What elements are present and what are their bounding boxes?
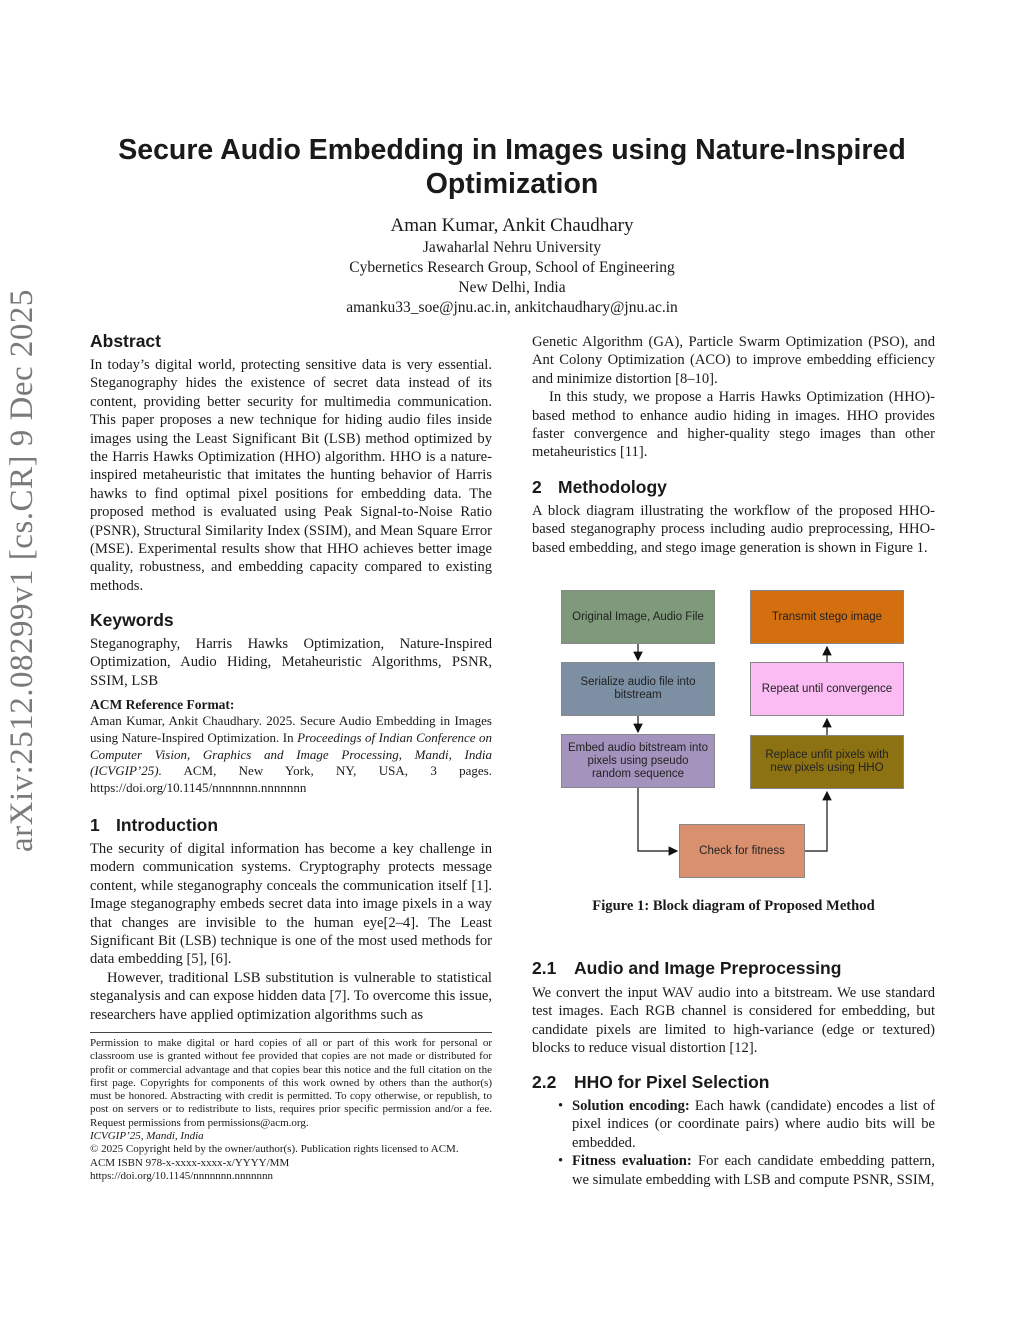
box-replace-unfit-pixels: Replace unfit pixels with new pixels using HHO (750, 735, 904, 789)
section-2-2-title: HHO for Pixel Selection (574, 1072, 770, 1092)
author-emails[interactable]: amanku33_soe@jnu.ac.in, ankitchaudhary@jnu.ac.in (346, 299, 678, 316)
methodology-number: 2 (532, 477, 542, 497)
intro-paragraph-4: In this study, we propose a Harris Hawks Optimization (HHO)-based method to enhance audio hiding in images. HHO provides faster convergence and higher-quality stego images than other metaheuristics [11]. (532, 389, 935, 461)
footnote-isbn: ACM ISBN 978-x-xxxx-xxxx-x/YYYY/MM (90, 1156, 290, 1169)
bullet-dot-icon: • (558, 1153, 564, 1170)
box-repeat-until-convergence: Repeat until convergence (750, 662, 904, 716)
section-2-1-body (532, 984, 935, 1058)
list-item (532, 1152, 935, 1189)
permission-notice: Permission to make digital or hard copies of all or part of this work for personal or classroom use is granted without fee provided that copies are not made or distributed for profit or commercial advantage and that copies bear this notice and the full citation on the first page. Copyrights for components of this work owned by others than the author(s) must be honored. Abstracting with credit is permitted. To copy otherwise, or republish, to post on servers or to redistribute to lists, requires prior specific permission and/or a fee. Request permissions from permissions@acm.org. (90, 1037, 492, 1129)
abstract-text: In today’s digital world, protecting sensitive data is very essential. Steganography hides the existence of secret data instead of its content, providing better security for multimedia communication. This paper proposes a new technique for hiding audio files inside images using the Least Significant Bit (LSB) method optimized by the Harris Hawks Optimization (HHO) algorithm. HHO is a nature-inspired metaheuristic that imitates the hunting behavior of Harris hawks to find optimal pixel positions for embedding data. The proposed method is evaluated using Peak Signal-to-Noise Ratio (PSNR), Structural Similarity Index (SSIM), and Mean Square Error (MSE). Experimental results show that HHO achieves better image quality, robustness, and embedding capacity compared to existing methods. (90, 357, 492, 594)
box-check-fitness: Check for fitness (679, 824, 805, 878)
section-2-2-body (532, 1097, 935, 1189)
footnote-copyright: © 2025 Copyright held by the owner/author(s). Publication rights licensed to ACM. (90, 1143, 459, 1156)
title-line-2: Optimization (425, 168, 599, 200)
affiliation-location: New Delhi, India (458, 279, 566, 296)
figure-1-caption: Figure 1: Block diagram of Proposed Method (592, 898, 875, 914)
methodology-title: Methodology (558, 477, 667, 497)
bullet-label: Solution encoding: (572, 1098, 690, 1114)
arrow-fitness-to-replace (805, 792, 827, 851)
affiliation-university: Jawaharlal Nehru University (422, 239, 602, 256)
arxiv-sidebar-id: arXiv:2512.08299v1 [cs.CR] 9 Dec 2025 (4, 289, 40, 852)
list-item (532, 1097, 935, 1152)
methodology-text: A block diagram illustrating the workflow of the proposed HHO-based steganography process including audio preprocessing, HHO-based embedding, and stego image generation is shown in Figure 1. (532, 503, 935, 556)
bullet-label: Fitness evaluation: (572, 1153, 692, 1170)
arrow-embed-to-fitness (638, 788, 677, 851)
bullet-dot-icon: • (558, 1098, 564, 1114)
footnote-venue: ICVGIP’25, Mandi, India (90, 1130, 204, 1143)
acm-ref-part2: ACM, New York, NY, USA, 3 pages. https://doi.org/10.1145/nnnnnnn.nnnnnnn (90, 763, 492, 796)
affiliation-group: Cybernetics Research Group, School of Engineering (349, 259, 675, 276)
box-embed-bitstream: Embed audio bitstream into pixels using pseudo random sequence (561, 734, 715, 788)
section-2-2-heading (532, 1072, 769, 1093)
bullet-text: Each hawk (candidate) encodes a list of pixel indices (or coordinate pairs) where audio bits will be embedded. (572, 1098, 935, 1151)
hho-bullet-list (532, 1097, 935, 1189)
section-2-2-number: 2.2 (532, 1072, 557, 1092)
title-line-1: Secure Audio Embedding in Images using Nature-Inspired (118, 134, 906, 166)
intro-paragraph-3: Genetic Algorithm (GA), Particle Swarm Optimization (PSO), and Ant Colony Optimization (ACO) to improve embedding efficiency and minimize distortion [8–10]. (532, 334, 935, 387)
section-2-1-title: Audio and Image Preprocessing (574, 958, 842, 978)
bullet-text: For each candidate embedding pattern, we simulate embedding with LSB and compute PSNR, SSIM, (572, 1153, 936, 1188)
box-original-image-audio: Original Image, Audio File (561, 590, 715, 644)
section-2-1-number: 2.1 (532, 958, 557, 978)
section-2-1-heading (532, 958, 841, 979)
keywords-heading: Keywords (90, 610, 174, 630)
intro-paragraph-1: The security of digital information has become a key challenge in modern communication systems. Cryptography protects message content, while steganography conceals the communication itself [1]. Image steganography embeds secret data into image pixels in a way that changes are invisible to the human eye[2–4]. The Least Significant Bit (LSB) technique is one of the most used methods for data embedding [5], [6]. (90, 841, 492, 968)
section-2-1-text: We convert the input WAV audio into a bitstream. We use standard test images. Each RGB channel is considered for embedding, but candidate pixels are limited to high-variance (edge or textured) blocks to reduce visual distortion [12]. (532, 985, 935, 1057)
footnote-doi[interactable]: https://doi.org/10.1145/nnnnnnn.nnnnnnn (90, 1169, 274, 1182)
author-names: Aman Kumar, Ankit Chaudhary (390, 215, 634, 236)
acm-ref-heading: ACM Reference Format: (90, 697, 235, 712)
intro-paragraph-2: However, traditional LSB substitution is vulnerable to statistical steganalysis and can expose hidden data [7]. To overcome this issue, researchers have applied optimization algorithms such as (90, 969, 492, 1023)
keywords-text: Steganography, Harris Hawks Optimization, Nature-Inspired Optimization, Audio Hiding, Metaheuristic Algorithms, PSNR, SSIM, LSB (90, 636, 492, 689)
intro-title: Introduction (116, 815, 219, 835)
box-serialize-audio: Serialize audio file into bitstream (561, 662, 715, 716)
acm-ref-venue: Proceedings of Indian Conference on Computer Vision, Graphics and Image Processing, Mandi, India (ICVGIP’25). (90, 729, 492, 779)
intro-number: 1 (90, 815, 100, 835)
box-transmit-stego: Transmit stego image (750, 590, 904, 644)
abstract-heading: Abstract (90, 331, 161, 351)
acm-ref-part1: Aman Kumar, Ankit Chaudhary. 2025. Secure Audio Embedding in Images using Nature-Inspired Optimization. In (90, 713, 492, 745)
